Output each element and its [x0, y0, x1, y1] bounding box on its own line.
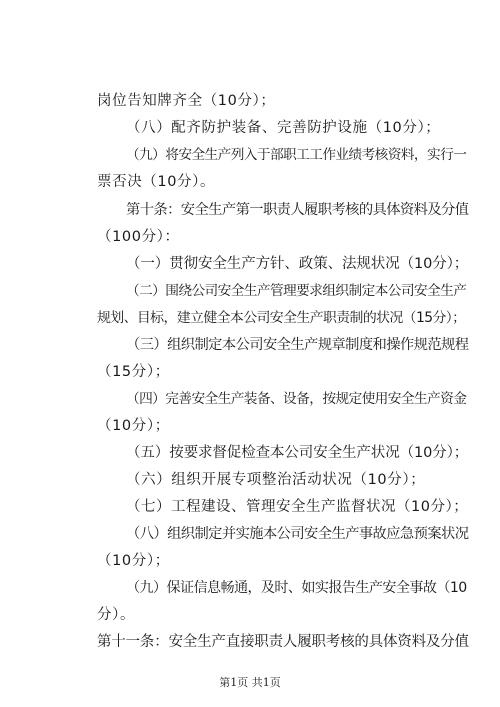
text-line-14: （五）按要求督促检查本公司安全生产状况（10分）；	[126, 445, 469, 461]
text-line-8: （二）围绕公司安全生产管理要求组织制定本公司安全生产	[126, 283, 467, 299]
text-line-1: 岗位告知牌齐全（10分）；	[97, 93, 276, 109]
text-line-2: （八）配齐防护装备、完善防护设施（10分）；	[126, 120, 441, 136]
text-line-17: （八）组织制定并实施本公司安全生产事故应急预案状况	[126, 526, 469, 542]
text-line-18: （10分）；	[97, 553, 170, 569]
text-line-11: （15分）；	[97, 364, 170, 380]
text-line-12: （四）完善安全生产装备、设备，按规定使用安全生产资金	[126, 391, 467, 407]
text-line-3: （九）将安全生产列入于部职工工作业绩考核资料，实行一	[126, 147, 467, 163]
text-line-9: 规划、目标，建立健全本公司安全生产职责制的状况（15分）；	[97, 310, 466, 326]
text-line-16: （七）工程建设、管理安全生产监督状况（10分）；	[126, 499, 469, 515]
page-footer: 第1页 共1页	[219, 676, 281, 689]
text-line-21: 第十一条：安全生产直接职责人履职考核的具体资料及分值	[97, 634, 469, 650]
text-line-10: （三）组织制定本公司安全生产规章制度和操作规范规程	[126, 337, 469, 353]
text-line-15: （六）组织开展专项整治活动状况（10分）；	[126, 472, 426, 488]
text-line-4: 票否决（10分）。	[97, 174, 216, 190]
text-line-20: 分）。	[97, 607, 136, 623]
text-line-7: （一）贯彻安全生产方针、政策、法规状况（10分）；	[126, 256, 469, 272]
text-line-6: （100分）：	[97, 229, 180, 245]
text-line-5: 第十条：安全生产第一职责人履职考核的具体资料及分值	[126, 202, 469, 218]
text-line-13: （10分）；	[97, 418, 170, 434]
text-line-19: （九）保证信息畅通，及时、如实报告生产安全事故（10	[126, 580, 467, 596]
